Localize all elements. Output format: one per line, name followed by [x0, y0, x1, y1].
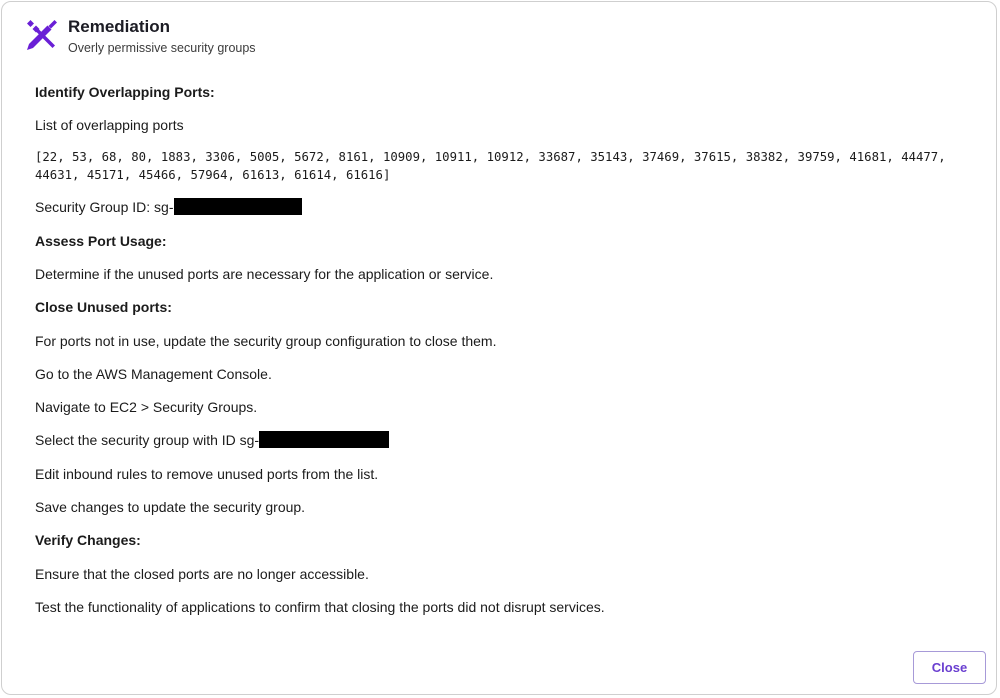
security-group-id [35, 197, 302, 217]
identify-heading: Identify Overlapping Ports: [35, 84, 215, 100]
modal-header [24, 16, 256, 57]
redacted-block [259, 431, 389, 448]
close-unused-heading: Close Unused ports: [35, 299, 172, 315]
modal-title: Remediation [68, 17, 171, 36]
ports-list-label: List of overlapping ports [35, 117, 184, 133]
security-group-id-label: Security Group ID: sg- [35, 199, 174, 215]
close-unused-text: For ports not in use, update the security group configuration to close them. [35, 333, 497, 349]
ports-list: [22, 53, 68, 80, 1883, 3306, 5005, 5672, 8161, 10909, 10911, 10912, 33687, 35143, 37469, 37615, 38382, 39759, 41681, 44477, 44631, 45171, 45466, 57964, 61613, 61614, 61616] [35, 150, 946, 182]
step-edit: Edit inbound rules to remove unused ports from the list. [35, 466, 379, 482]
step-navigate: Navigate to EC2 > Security Groups. [35, 399, 258, 415]
verify-heading: Verify Changes: [35, 532, 141, 548]
remediation-modal [1, 1, 997, 695]
redacted-block [174, 198, 302, 215]
assess-text: Determine if the unused ports are necessary for the application or service. [35, 266, 494, 282]
assess-heading: Assess Port Usage: [35, 233, 167, 249]
test-text: Test the functionality of applications to confirm that closing the ports did not disrupt services. [35, 599, 605, 615]
step-select-label: Select the security group with ID sg- [35, 432, 260, 448]
modal-subtitle: Overly permissive security groups [68, 41, 256, 55]
verify-text: Ensure that the closed ports are no longer accessible. [35, 566, 369, 582]
close-button[interactable]: Close [913, 651, 986, 684]
step-console: Go to the AWS Management Console. [35, 366, 272, 382]
step-select [35, 430, 389, 450]
step-save: Save changes to update the security group. [35, 499, 306, 515]
wrench-screwdriver-icon [24, 17, 58, 51]
